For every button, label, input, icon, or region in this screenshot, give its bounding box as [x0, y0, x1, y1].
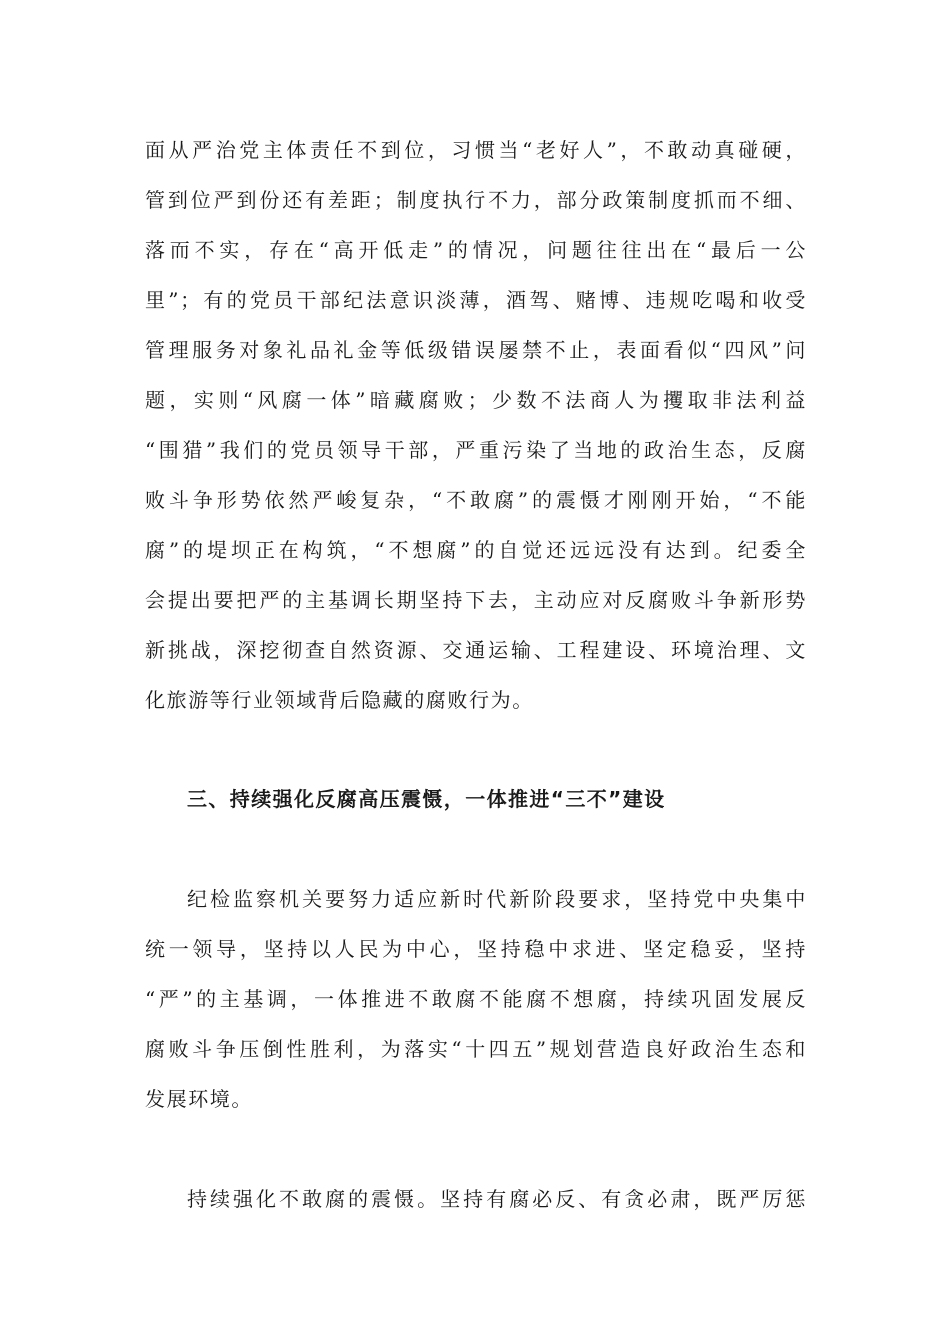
paragraph-1-line-7: “围猎”我们的党员领导干部，严重污染了当地的政治生态，反腐 — [145, 438, 807, 462]
paragraph-1-line-10: 会提出要把严的主基调长期坚持下去，主动应对反腐败斗争新形势 — [145, 588, 807, 612]
paragraph-1-line-3: 落而不实，存在“高开低走”的情况，问题往往出在“最后一公 — [145, 238, 807, 262]
paragraph-1-line-4: 里”；有的党员干部纪法意识淡薄，酒驾、赌博、违规吃喝和收受 — [145, 288, 807, 312]
paragraph-1-line-12: 化旅游等行业领域背后隐藏的腐败行为。 — [145, 688, 534, 712]
paragraph-2-line-4: 腐败斗争压倒性胜利，为落实“十四五”规划营造良好政治生态和 — [145, 1037, 807, 1061]
paragraph-2-line-1: 纪检监察机关要努力适应新时代新阶段要求，坚持党中央集中 — [187, 887, 807, 911]
paragraph-3-line-1: 持续强化不敢腐的震慑。坚持有腐必反、有贪必肃，既严厉惩 — [187, 1187, 807, 1211]
paragraph-1-line-2: 管到位严到份还有差距；制度执行不力，部分政策制度抓而不细、 — [145, 188, 807, 212]
paragraph-2-line-5: 发展环境。 — [145, 1087, 253, 1111]
paragraph-1-line-11: 新挑战，深挖彻查自然资源、交通运输、工程建设、环境治理、文 — [145, 638, 807, 662]
paragraph-1-line-8: 败斗争形势依然严峻复杂，“不敢腐”的震慑才刚刚开始，“不能 — [145, 488, 807, 512]
paragraph-1-line-1: 面从严治党主体责任不到位，习惯当“老好人”，不敢动真碰硬， — [145, 138, 807, 162]
paragraph-1-line-9: 腐”的堤坝正在构筑，“不想腐”的自觉还远远没有达到。纪委全 — [145, 538, 807, 562]
section-heading: 三、持续强化反腐高压震慑，一体推进“三不”建设 — [187, 787, 666, 811]
paragraph-2-line-2: 统一领导，坚持以人民为中心，坚持稳中求进、坚定稳妥，坚持 — [145, 937, 807, 961]
paragraph-1-line-5: 管理服务对象礼品礼金等低级错误屡禁不止，表面看似“四风”问 — [145, 338, 807, 362]
paragraph-1-line-6: 题，实则“风腐一体”暗藏腐败；少数不法商人为攫取非法利益 — [145, 388, 807, 412]
paragraph-2-line-3: “严”的主基调，一体推进不敢腐不能腐不想腐，持续巩固发展反 — [145, 987, 807, 1011]
